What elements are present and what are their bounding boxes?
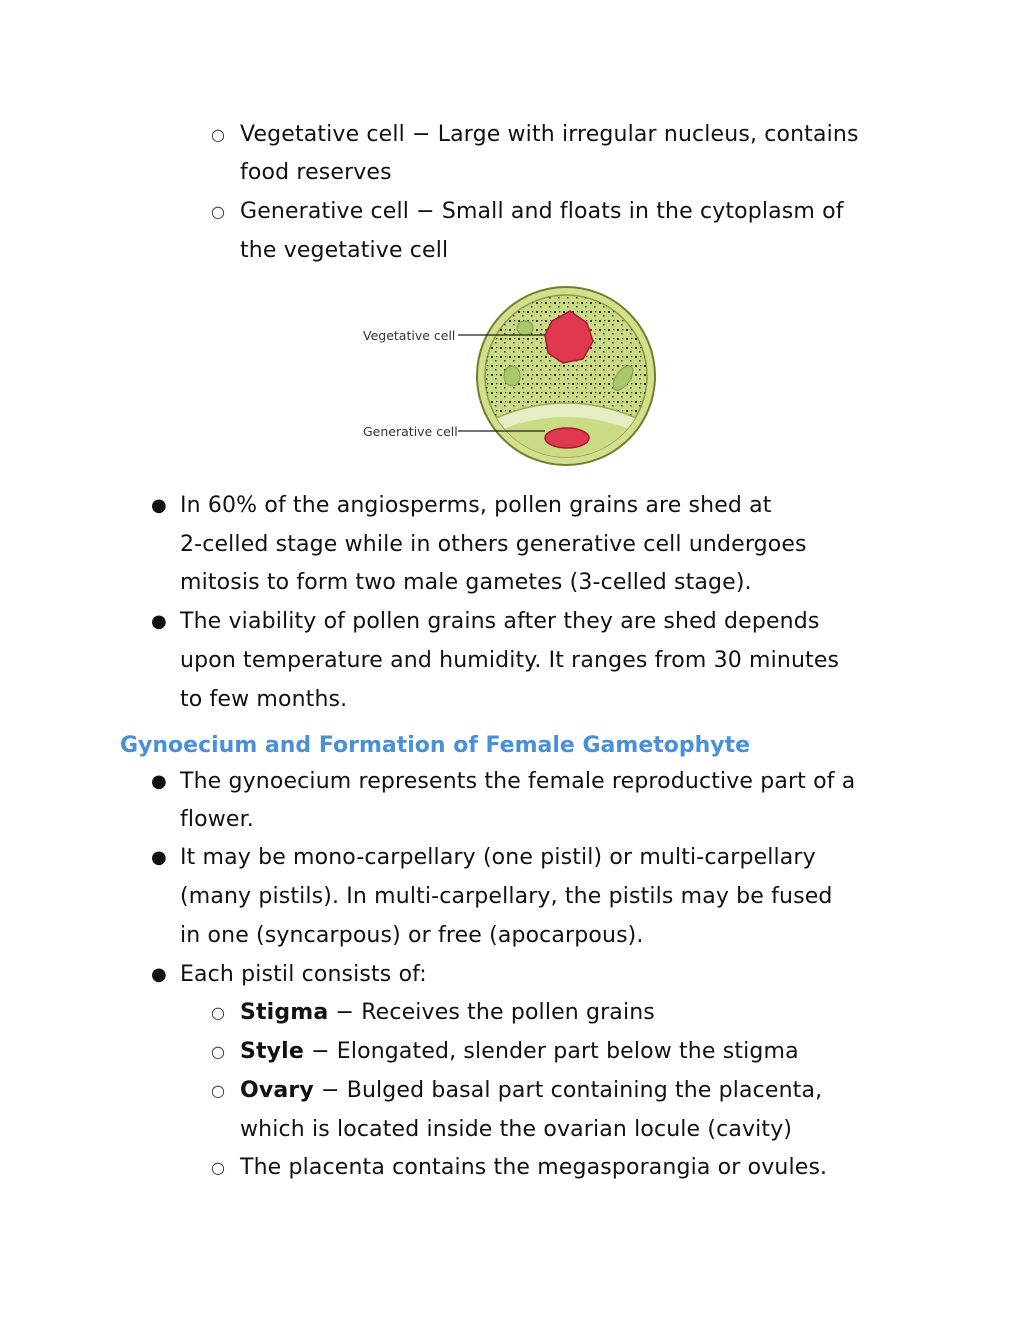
sub-item-line: the vegetative cell xyxy=(240,238,449,263)
pollen-grain-figure xyxy=(355,283,660,469)
bullet-line: (many pistils). In multi-carpellary, the pistils may be fused xyxy=(180,884,833,909)
desc-style: − Elongated, slender part below the stigma xyxy=(303,1039,799,1064)
bullet-line: In 60% of the angiosperms, pollen grains are shed at xyxy=(180,493,772,518)
sub-item-line xyxy=(240,998,655,1028)
desc-stigma: − Receives the pollen grains xyxy=(328,1000,655,1025)
bullet-symbol: ● xyxy=(151,847,167,868)
bullet-symbol: ● xyxy=(151,495,167,516)
sub-bullet-symbol: ○ xyxy=(211,1003,225,1022)
term-style: Style xyxy=(240,1039,304,1064)
bullet-symbol: ● xyxy=(151,611,167,632)
sub-bullet-symbol: ○ xyxy=(211,125,225,144)
term-ovary: Ovary xyxy=(240,1078,314,1103)
label-vegetative-cell: Vegetative cell xyxy=(363,328,456,343)
bullet-line: Each pistil consists of: xyxy=(180,962,427,987)
section-heading: Gynoecium and Formation of Female Gametophyte xyxy=(120,733,751,758)
label-generative-cell: Generative cell xyxy=(363,424,458,439)
sub-item-line xyxy=(240,1076,822,1106)
bullet-line: flower. xyxy=(180,807,254,832)
bullet-symbol: ● xyxy=(151,771,167,792)
sub-item-line: The placenta contains the megasporangia or ovules. xyxy=(240,1155,828,1180)
bullet-line: The gynoecium represents the female reproductive part of a xyxy=(180,769,856,794)
bullet-line: to few months. xyxy=(180,687,348,712)
sub-item-line xyxy=(240,1037,799,1067)
sub-item-line: food reserves xyxy=(240,160,392,185)
sub-item-line: Generative cell − Small and floats in the cytoplasm of xyxy=(240,199,844,224)
term-stigma: Stigma xyxy=(240,1000,329,1025)
sub-bullet-symbol: ○ xyxy=(211,1081,225,1100)
bullet-line: 2-celled stage while in others generative cell undergoes xyxy=(180,532,807,557)
bullet-line: upon temperature and humidity. It ranges from 30 minutes xyxy=(180,648,840,673)
sub-item-line: Vegetative cell − Large with irregular nucleus, contains xyxy=(240,122,859,147)
sub-item-line: which is located inside the ovarian locule (cavity) xyxy=(240,1117,793,1142)
sub-bullet-symbol: ○ xyxy=(211,1042,225,1061)
bullet-line: It may be mono-carpellary (one pistil) or multi-carpellary xyxy=(180,845,816,870)
bullet-symbol: ● xyxy=(151,964,167,985)
bullet-line: mitosis to form two male gametes (3-celled stage). xyxy=(180,570,752,595)
sub-bullet-symbol: ○ xyxy=(211,1158,225,1177)
sub-bullet-symbol: ○ xyxy=(211,202,225,221)
generative-nucleus xyxy=(545,428,589,448)
bullet-line: in one (syncarpous) or free (apocarpous). xyxy=(180,923,644,948)
bullet-line: The viability of pollen grains after they are shed depends xyxy=(180,609,820,634)
desc-ovary: − Bulged basal part containing the placenta, xyxy=(313,1078,823,1103)
